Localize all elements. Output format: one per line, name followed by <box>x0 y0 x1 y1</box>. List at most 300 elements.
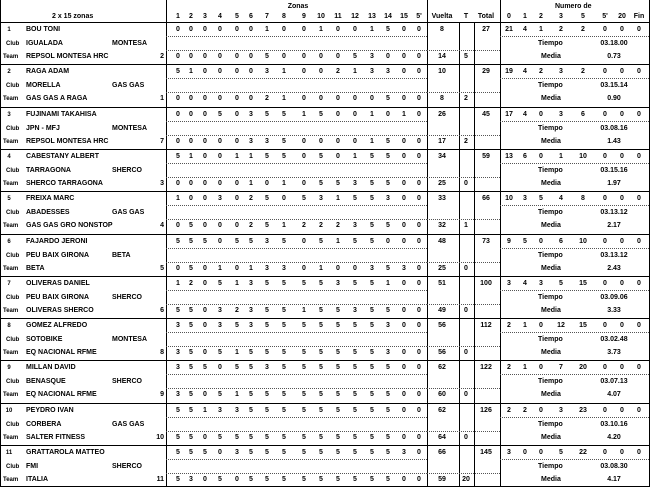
lap1-total: 33 <box>438 195 446 203</box>
lap1-zone-score: 5 <box>353 364 357 372</box>
row-rule <box>0 276 650 277</box>
count-rule <box>500 459 649 460</box>
lap2-zone-score: 5 <box>370 476 374 483</box>
club-label: Club <box>6 252 20 259</box>
lap2-zone-score: 0 <box>249 95 253 103</box>
rider-brand: SHERCO <box>112 166 142 174</box>
team-label: Team <box>3 138 19 145</box>
rider-position: 1 <box>7 27 11 33</box>
lap2-zone-score: 1 <box>282 222 286 230</box>
lap1-zone-score: 0 <box>203 195 207 203</box>
rider-time: 03.18.00 <box>600 40 628 47</box>
media-label: Media <box>541 53 561 60</box>
score-count: 6 <box>559 237 563 245</box>
lap1-zone-score: 5 <box>265 195 269 203</box>
lap2-zone-score: 5 <box>336 476 340 483</box>
rider-name: FREIXA MARC <box>26 195 75 203</box>
time-penalty: 2 <box>464 95 468 103</box>
rider-club: JPN - MFJ <box>26 124 60 132</box>
rider-number: 10 <box>156 433 164 441</box>
zone-rule <box>166 78 427 79</box>
score-count: 2 <box>581 68 585 76</box>
club-label: Club <box>6 421 20 428</box>
zone-number: 4 <box>218 13 222 20</box>
score-count: 0 <box>637 279 641 287</box>
column-divider <box>500 0 501 22</box>
score-count: 3 <box>559 406 563 414</box>
rider-average: 3.73 <box>607 349 621 357</box>
lap2-zone-score: 3 <box>249 306 253 314</box>
media-label: Media <box>541 222 561 230</box>
header-rule <box>0 22 650 23</box>
score-count: 15 <box>579 279 587 287</box>
zone-rule <box>166 459 427 460</box>
rider-brand: SHERCO <box>112 378 142 386</box>
club-label: Club <box>6 41 20 47</box>
tiempo-label: Tiempo <box>538 166 563 174</box>
lap1-zone-score: 5 <box>176 68 180 76</box>
zone-number: 5' <box>416 13 422 20</box>
lap2-zone-score: 1 <box>249 179 253 187</box>
rider-brand: GAS GAS <box>112 420 145 428</box>
lap2-zone-score: 5 <box>386 222 390 230</box>
lap1-zone-score: 0 <box>402 26 406 33</box>
lap2-zone-score: 0 <box>203 53 207 60</box>
lap1-zone-score: 0 <box>249 26 253 33</box>
rider-average: 1.97 <box>607 179 621 187</box>
lap1-zone-score: 0 <box>417 406 421 414</box>
rider-team: GAS GAS A RAGA <box>26 95 88 103</box>
lap2-zone-score: 0 <box>203 179 207 187</box>
lap1-zone-score: 5 <box>265 152 269 160</box>
lap2-zone-score: 3 <box>282 264 286 272</box>
count-rule <box>500 36 649 37</box>
lap1-zone-score: 0 <box>218 26 222 33</box>
lap2-zone-score: 0 <box>417 433 421 441</box>
rider-position: 9 <box>7 365 11 372</box>
rider-team: OLIVERAS SHERCO <box>26 306 94 314</box>
lap1-zone-score: 0 <box>402 322 406 330</box>
lap2-zone-score: 0 <box>302 179 306 187</box>
lap1-zone-score: 3 <box>249 110 253 118</box>
lap1-zone-score: 0 <box>189 110 193 118</box>
score-count: 0 <box>539 449 543 456</box>
lap1-zone-score: 5 <box>282 110 286 118</box>
lap2-zone-score: 0 <box>235 53 239 60</box>
lap1-zone-score: 0 <box>235 68 239 76</box>
rider-team: REPSOL MONTESA HRC <box>26 137 109 145</box>
lap1-zone-score: 5 <box>249 364 253 372</box>
lap1-zone-score: 5 <box>235 237 239 245</box>
lap2-zone-score: 5 <box>386 95 390 103</box>
rider-name: FAJARDO JERONI <box>26 237 88 245</box>
lap1-zone-score: 0 <box>417 110 421 118</box>
lap1-zone-score: 5 <box>189 406 193 414</box>
lap2-zone-score: 0 <box>203 264 207 272</box>
lap2-zone-score: 0 <box>417 137 421 145</box>
lap2-zone-score: 0 <box>402 476 406 483</box>
lap2-zone-score: 5 <box>218 349 222 357</box>
rider-team: EQ NACIONAL RFME <box>26 349 97 357</box>
count-rule <box>500 290 649 291</box>
score-count: 4 <box>523 68 527 76</box>
lap1-zone-score: 1 <box>203 406 207 414</box>
lap-rule <box>427 304 500 305</box>
rider-number: 6 <box>160 306 164 314</box>
lap-rule <box>427 262 500 263</box>
score-count: 0 <box>637 26 641 33</box>
score-count: 15 <box>579 322 587 330</box>
lap2-zone-score: 0 <box>386 53 390 60</box>
score-count: 0 <box>620 279 624 287</box>
lap2-zone-score: 5 <box>265 349 269 357</box>
lap1-zone-score: 1 <box>353 152 357 160</box>
score-count: 2 <box>507 364 511 372</box>
rider-club: BENASQUE <box>26 378 66 386</box>
score-count: 3 <box>559 68 563 76</box>
lap2-zone-score: 1 <box>249 264 253 272</box>
lap2-zone-score: 5 <box>336 391 340 399</box>
lap2-zone-score: 5 <box>282 306 286 314</box>
lap1-zone-score: 5 <box>370 152 374 160</box>
rider-brand: MONTESA <box>112 336 147 344</box>
lap2-zone-score: 5 <box>370 179 374 187</box>
rider-team: EQ NACIONAL RFME <box>26 391 97 399</box>
lap2-zone-score: 0 <box>235 95 239 103</box>
lap-rule <box>427 473 500 474</box>
lap1-zone-score: 5 <box>353 406 357 414</box>
lap1-zone-score: 5 <box>282 406 286 414</box>
lap1-zone-score: 5 <box>370 195 374 203</box>
rider-club: SOTOBIKE <box>26 336 63 344</box>
lap2-zone-score: 0 <box>203 433 207 441</box>
lap2-zone-score: 3 <box>176 391 180 399</box>
zone-number: 1 <box>176 13 180 20</box>
lap-rule <box>427 135 500 136</box>
rider-average: 0.90 <box>607 95 621 103</box>
team-label: Team <box>3 392 19 399</box>
zone-rule <box>166 346 427 347</box>
lap1-zone-score: 3 <box>402 449 406 456</box>
lap1-zone-score: 5 <box>386 26 390 33</box>
lap2-zone-score: 5 <box>265 476 269 483</box>
lap2-zone-score: 0 <box>302 95 306 103</box>
score-count: 0 <box>603 68 607 76</box>
lap1-zone-score: 1 <box>336 237 340 245</box>
lap2-zone-score: 5 <box>370 433 374 441</box>
lap1-zone-score: 0 <box>417 68 421 76</box>
lap1-zone-score: 0 <box>235 110 239 118</box>
club-label: Club <box>6 210 20 217</box>
team-label: Team <box>3 180 19 187</box>
lap-rule <box>427 388 500 389</box>
time-penalty: 0 <box>464 264 468 272</box>
zone-rule <box>166 388 427 389</box>
zone-rule <box>166 417 427 418</box>
lap2-zone-score: 2 <box>265 95 269 103</box>
lap2-zone-score: 0 <box>417 391 421 399</box>
score-count: 2 <box>507 322 511 330</box>
club-label: Club <box>6 294 20 301</box>
lap1-zone-score: 0 <box>218 237 222 245</box>
lap2-zone-score: 5 <box>189 391 193 399</box>
lap-rule <box>427 92 500 93</box>
lap2-zone-score: 0 <box>336 53 340 60</box>
lap1-zone-score: 5 <box>319 364 323 372</box>
lap1-zone-score: 0 <box>176 110 180 118</box>
lap1-zone-score: 5 <box>386 364 390 372</box>
lap1-zone-score: 0 <box>218 449 222 456</box>
lap2-zone-score: 0 <box>235 137 239 145</box>
lap1-zone-score: 5 <box>336 406 340 414</box>
lap1-zone-score: 1 <box>235 279 239 287</box>
lap1-zone-score: 5 <box>302 279 306 287</box>
rider-position: 10 <box>5 407 13 414</box>
lap2-zone-score: 0 <box>353 264 357 272</box>
lap-rule <box>427 50 500 51</box>
lap2-zone-score: 5 <box>336 433 340 441</box>
score-count: 0 <box>603 406 607 414</box>
lap2-zone-score: 5 <box>282 476 286 483</box>
media-label: Media <box>541 306 561 314</box>
lap2-zone-score: 0 <box>265 179 269 187</box>
lap2-zone-score: 0 <box>203 306 207 314</box>
lap2-zone-score: 0 <box>235 222 239 230</box>
lap2-zone-score: 0 <box>417 476 421 483</box>
lap2-zone-score: 5 <box>265 53 269 60</box>
lap2-zone-score: 5 <box>176 306 180 314</box>
team-label: Team <box>3 96 19 103</box>
rider-time: 03.15.14 <box>600 82 628 90</box>
lap1-zone-score: 1 <box>319 26 323 33</box>
lap1-zone-score: 5 <box>189 237 193 245</box>
lap2-zone-score: 0 <box>353 137 357 145</box>
lap2-zone-score: 5 <box>319 306 323 314</box>
lap2-zone-score: 5 <box>319 433 323 441</box>
lap1-zone-score: 0 <box>189 195 193 203</box>
lap1-zone-score: 5 <box>302 322 306 330</box>
score-count: 0 <box>620 322 624 330</box>
lap1-zone-score: 5 <box>189 449 193 456</box>
score-count: 0 <box>620 68 624 76</box>
lap1-zone-score: 5 <box>176 152 180 160</box>
rider-club: PEU BAIX GIRONA <box>26 251 90 259</box>
lap1-zone-score: 5 <box>302 406 306 414</box>
lap2-total: 14 <box>438 53 446 60</box>
rider-name: GRATTAROLA MATTEO <box>26 449 105 456</box>
rider-total: 100 <box>480 279 492 287</box>
score-count: 2 <box>507 406 511 414</box>
lap2-zone-score: 3 <box>218 306 222 314</box>
lap2-zone-score: 5 <box>265 391 269 399</box>
lap1-zone-score: 1 <box>370 110 374 118</box>
time-penalty: 1 <box>464 222 468 230</box>
lap1-zone-score: 5 <box>235 322 239 330</box>
lap2-zone-score: 2 <box>302 222 306 230</box>
lap2-total: 64 <box>438 433 446 441</box>
lap1-total: 8 <box>440 26 444 33</box>
row-rule <box>0 445 650 446</box>
lap1-zone-score: 0 <box>402 364 406 372</box>
score-count: 0 <box>637 449 641 456</box>
score-count: 23 <box>579 406 587 414</box>
score-count: 4 <box>559 195 563 203</box>
lap2-zone-score: 0 <box>319 95 323 103</box>
lap2-zone-score: 3 <box>402 264 406 272</box>
rider-team: GAS GAS GRO NONSTOP <box>26 222 113 230</box>
lap2-zone-score: 0 <box>353 95 357 103</box>
lap1-zone-score: 5 <box>353 322 357 330</box>
score-count: 1 <box>523 364 527 372</box>
lap1-zone-score: 0 <box>235 195 239 203</box>
lap-rule <box>427 219 500 220</box>
lap1-zone-score: 3 <box>265 364 269 372</box>
rider-average: 3.33 <box>607 306 621 314</box>
rider-average: 2.17 <box>607 222 621 230</box>
lap2-zone-score: 0 <box>189 53 193 60</box>
count-header: 3 <box>559 13 563 20</box>
lap1-zone-score: 0 <box>319 68 323 76</box>
count-header: 1 <box>523 13 527 20</box>
lap2-zone-score: 3 <box>249 137 253 145</box>
lap1-zone-score: 5 <box>282 152 286 160</box>
zone-rule <box>166 473 427 474</box>
score-count: 12 <box>557 322 565 330</box>
lap1-zone-score: 5 <box>235 364 239 372</box>
lap1-zone-score: 1 <box>235 152 239 160</box>
zonas-header: Zonas <box>287 3 309 10</box>
lap2-zone-score: 5 <box>265 222 269 230</box>
rider-brand: BETA <box>112 251 131 259</box>
lap1-zone-score: 5 <box>218 110 222 118</box>
lap1-zone-score: 5 <box>370 322 374 330</box>
lap2-zone-score: 0 <box>402 349 406 357</box>
lap1-zone-score: 5 <box>319 449 323 456</box>
lap1-zone-score: 5 <box>176 237 180 245</box>
score-count: 6 <box>581 110 585 118</box>
lap2-zone-score: 2 <box>319 222 323 230</box>
rider-club: PEU BAIX GIRONA <box>26 293 90 301</box>
lap2-zone-score: 5 <box>189 264 193 272</box>
rider-number: 3 <box>160 179 164 187</box>
score-count: 0 <box>603 449 607 456</box>
lap1-zone-score: 0 <box>417 449 421 456</box>
lap1-zone-score: 5 <box>249 406 253 414</box>
score-count: 8 <box>581 195 585 203</box>
score-count: 22 <box>579 449 587 456</box>
lap2-zone-score: 5 <box>386 391 390 399</box>
row-rule <box>0 403 650 404</box>
media-label: Media <box>541 476 561 483</box>
zone-rule <box>166 304 427 305</box>
score-count: 0 <box>637 68 641 76</box>
rider-time: 03.15.16 <box>600 166 628 174</box>
lap2-total: 25 <box>438 179 446 187</box>
lap1-zone-score: 0 <box>203 322 207 330</box>
score-count: 0 <box>539 152 543 160</box>
rider-team: SALTER FITNESS <box>26 433 85 441</box>
lap1-total: 10 <box>438 68 446 76</box>
score-count: 3 <box>559 110 563 118</box>
lap1-zone-score: 5 <box>353 279 357 287</box>
lap1-zone-score: 5 <box>282 449 286 456</box>
team-label: Team <box>3 54 19 60</box>
lap2-zone-score: 0 <box>402 222 406 230</box>
lap1-zone-score: 5 <box>203 449 207 456</box>
zone-rule <box>166 332 427 333</box>
lap1-zone-score: 3 <box>386 195 390 203</box>
lap1-zone-score: 5 <box>176 406 180 414</box>
rider-total: 112 <box>480 322 492 330</box>
count-header: 5' <box>602 13 608 20</box>
club-label: Club <box>6 464 20 470</box>
lap2-zone-score: 2 <box>336 222 340 230</box>
zone-number: 11 <box>334 13 342 20</box>
lap1-zone-score: 3 <box>218 406 222 414</box>
lap1-zone-score: 3 <box>176 364 180 372</box>
lap1-zone-score: 5 <box>353 195 357 203</box>
total-header: Total <box>477 13 495 20</box>
lap1-zone-score: 1 <box>302 110 306 118</box>
lap2-zone-score: 0 <box>417 53 421 60</box>
zone-rule <box>166 248 427 249</box>
team-label: Team <box>3 265 19 272</box>
count-rule <box>500 121 649 122</box>
zone-number: 6 <box>249 13 253 20</box>
lap1-zone-score: 5 <box>282 364 286 372</box>
zone-rule <box>166 163 427 164</box>
zone-number: 8 <box>282 13 286 20</box>
lap2-zone-score: 1 <box>235 391 239 399</box>
lap2-zone-score: 0 <box>203 95 207 103</box>
lap2-zone-score: 0 <box>336 95 340 103</box>
score-count: 10 <box>505 195 513 203</box>
lap1-zone-score: 5 <box>176 449 180 456</box>
tiempo-label: Tiempo <box>538 82 563 90</box>
lap2-zone-score: 0 <box>176 222 180 230</box>
score-count: 3 <box>507 449 511 456</box>
lap2-zone-score: 5 <box>265 433 269 441</box>
zone-number: 10 <box>317 13 325 20</box>
lap2-zone-score: 5 <box>336 306 340 314</box>
lap2-zone-score: 0 <box>302 53 306 60</box>
rider-time: 03.08.30 <box>600 463 628 470</box>
lap2-zone-score: 0 <box>302 264 306 272</box>
lap1-zone-score: 5 <box>249 237 253 245</box>
rider-team: REPSOL MONTESA HRC <box>26 53 109 60</box>
lap2-zone-score: 0 <box>336 264 340 272</box>
time-penalty: 0 <box>464 306 468 314</box>
lap2-total: 32 <box>438 222 446 230</box>
lap2-zone-score: 1 <box>282 179 286 187</box>
lap2-zone-score: 0 <box>235 179 239 187</box>
lap1-zone-score: 0 <box>402 195 406 203</box>
count-rule <box>500 374 649 375</box>
time-penalty: 20 <box>462 476 470 483</box>
zone-number: 2 <box>189 13 193 20</box>
lap2-zone-score: 1 <box>370 137 374 145</box>
lap2-zone-score: 2 <box>235 306 239 314</box>
lap2-zone-score: 0 <box>203 137 207 145</box>
lap2-zone-score: 0 <box>282 53 286 60</box>
rider-name: BOU TONI <box>26 26 61 33</box>
lap1-zone-score: 5 <box>265 110 269 118</box>
rider-brand: SHERCO <box>112 463 142 470</box>
lap2-zone-score: 0 <box>203 391 207 399</box>
lap1-zone-score: 5 <box>336 322 340 330</box>
zone-rule <box>166 121 427 122</box>
lap1-zone-score: 3 <box>235 406 239 414</box>
